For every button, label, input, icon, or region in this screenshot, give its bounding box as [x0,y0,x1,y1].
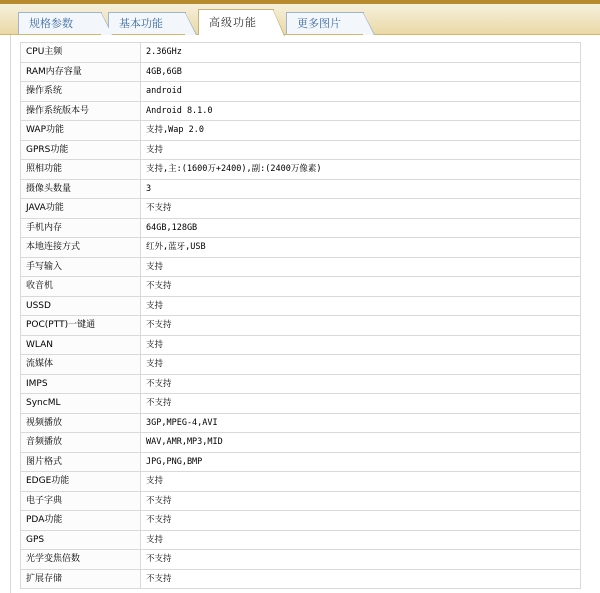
spec-key: 收音机 [21,277,141,297]
table-row [21,433,581,453]
table-row [21,394,581,414]
table-row [21,101,581,121]
spec-key: 手写输入 [21,257,141,277]
spec-value: 支持 [141,355,581,375]
table-row [21,472,581,492]
spec-value: 支持,主:(1600万+2400),副:(2400万像素) [141,160,581,180]
tab-basic-features[interactable] [108,12,186,34]
tab-more-images-label: 更多图片 [297,17,341,30]
spec-value: 不支持 [141,316,581,336]
tab-more-images[interactable] [286,12,364,34]
spec-key: 摄像头数量 [21,179,141,199]
content-left-border [10,35,11,593]
table-row [21,199,581,219]
table-row [21,355,581,375]
table-row [21,179,581,199]
spec-key: GPS [21,530,141,550]
spec-key: POC(PTT)一键通 [21,316,141,336]
spec-value: WAV,AMR,MP3,MID [141,433,581,453]
spec-value: 支持 [141,472,581,492]
tab-advanced-features[interactable] [198,9,274,35]
spec-key: 扩展存储 [21,569,141,589]
spec-value: 不支持 [141,374,581,394]
spec-value: 不支持 [141,277,581,297]
spec-value: 2.36GHz [141,43,581,63]
table-row [21,316,581,336]
spec-key: 操作系统 [21,82,141,102]
spec-key: 电子字典 [21,491,141,511]
spec-key: 照相功能 [21,160,141,180]
spec-key: 音频播放 [21,433,141,453]
spec-value: android [141,82,581,102]
table-row [21,452,581,472]
spec-value: Android 8.1.0 [141,101,581,121]
table-row [21,140,581,160]
table-row [21,374,581,394]
spec-value: 支持,Wap 2.0 [141,121,581,141]
spec-value: 支持 [141,296,581,316]
spec-value: 3 [141,179,581,199]
table-row [21,121,581,141]
table-row [21,413,581,433]
spec-key: USSD [21,296,141,316]
table-row [21,550,581,570]
spec-key: GPRS功能 [21,140,141,160]
spec-key: 本地连接方式 [21,238,141,258]
tab-advanced-features-label: 高级功能 [209,16,257,29]
spec-key: 光学变焦倍数 [21,550,141,570]
table-row [21,218,581,238]
table-row [21,82,581,102]
spec-value: 不支持 [141,491,581,511]
spec-key: SyncML [21,394,141,414]
spec-key: IMPS [21,374,141,394]
table-row [21,257,581,277]
spec-key: 流媒体 [21,355,141,375]
table-row [21,296,581,316]
spec-key: RAM内存容量 [21,62,141,82]
spec-key: 手机内存 [21,218,141,238]
table-row [21,277,581,297]
table-row [21,569,581,589]
table-row [21,335,581,355]
spec-key: PDA功能 [21,511,141,531]
tab-specs-label: 规格参数 [29,17,73,30]
spec-value: 不支持 [141,511,581,531]
table-row [21,491,581,511]
spec-value: 不支持 [141,394,581,414]
table-row [21,511,581,531]
spec-value: 支持 [141,140,581,160]
spec-value: 64GB,128GB [141,218,581,238]
table-row [21,43,581,63]
spec-value: 支持 [141,257,581,277]
spec-key: 视频播放 [21,413,141,433]
spec-value: JPG,PNG,BMP [141,452,581,472]
spec-key: 图片格式 [21,452,141,472]
spec-value: 不支持 [141,550,581,570]
spec-key: JAVA功能 [21,199,141,219]
tab-bar [0,4,600,35]
spec-value: 支持 [141,530,581,550]
spec-key: 操作系统版本号 [21,101,141,121]
spec-key: WLAN [21,335,141,355]
spec-key: EDGE功能 [21,472,141,492]
spec-value: 不支持 [141,569,581,589]
table-row [21,530,581,550]
spec-key: CPU主频 [21,43,141,63]
spec-value: 4GB,6GB [141,62,581,82]
table-row [21,160,581,180]
spec-table [20,42,581,589]
spec-value: 红外,蓝牙,USB [141,238,581,258]
tab-basic-features-label: 基本功能 [119,17,163,30]
spec-value: 3GP,MPEG-4,AVI [141,413,581,433]
table-row [21,238,581,258]
table-row [21,62,581,82]
spec-key: WAP功能 [21,121,141,141]
spec-value: 不支持 [141,199,581,219]
spec-value: 支持 [141,335,581,355]
tab-specs[interactable] [18,12,102,34]
spec-table-body [21,43,581,589]
